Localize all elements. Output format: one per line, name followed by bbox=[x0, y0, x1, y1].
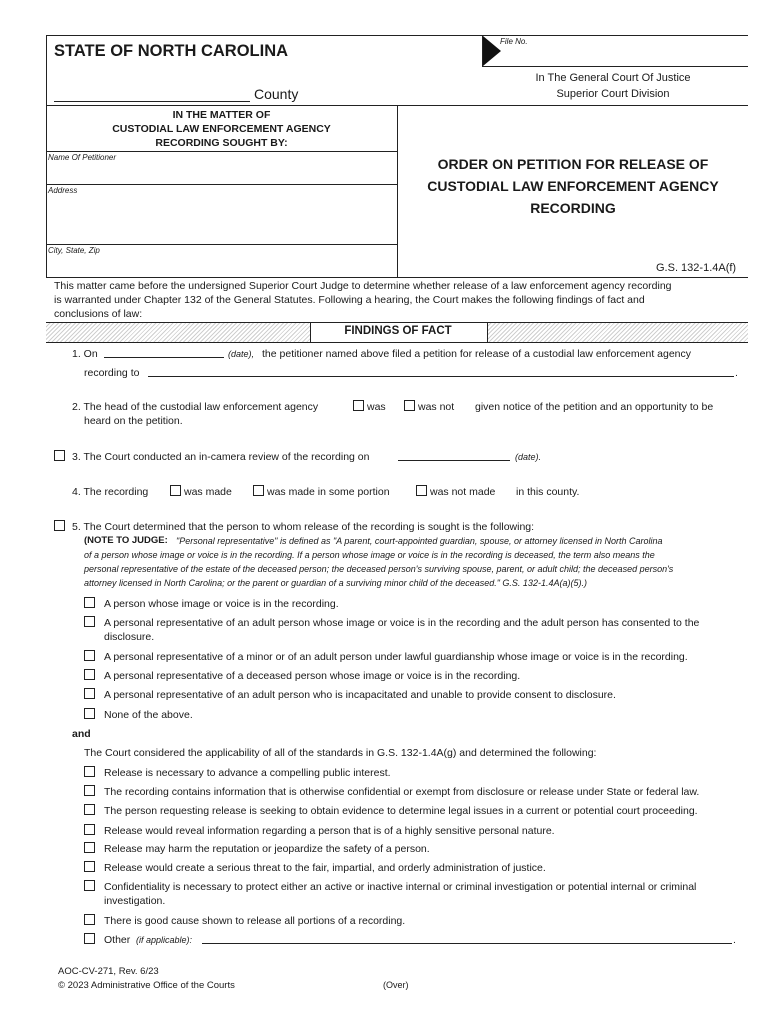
item2-wasnot-label: was not bbox=[418, 401, 455, 413]
address-field[interactable] bbox=[48, 196, 394, 242]
standard-option-checkbox[interactable] bbox=[84, 861, 95, 872]
city-state-zip-field[interactable] bbox=[48, 256, 394, 276]
intro-line-2: is warranted under Chapter 132 of the General Statutes. Following a hearing, the Court makes the following findings of fact and bbox=[54, 294, 645, 306]
item4-not-made-checkbox[interactable] bbox=[416, 485, 427, 496]
person-option-checkbox[interactable] bbox=[84, 708, 95, 719]
item3-date-field[interactable] bbox=[398, 449, 510, 461]
standard-option-label: The person requesting release is seeking to obtain evidence to determine legal issues in a current or potential court proceeding. bbox=[104, 805, 698, 817]
item1-text: the petitioner named above filed a petition for release of a custodial law enforcement agency bbox=[262, 348, 692, 360]
standard-option-label: There is good cause shown to release all portions of a recording. bbox=[104, 915, 406, 927]
file-no-field[interactable] bbox=[504, 46, 744, 64]
standard-option-checkbox[interactable] bbox=[84, 785, 95, 796]
person-option-label: None of the above. bbox=[104, 709, 193, 721]
item1-date-field[interactable] bbox=[104, 346, 224, 358]
person-option-checkbox[interactable] bbox=[84, 597, 95, 608]
other-label: Other bbox=[104, 934, 131, 946]
item4-made-label: was made bbox=[184, 486, 232, 498]
intro-line-1: This matter came before the undersigned Superior Court Judge to determine whether release of a law enforcement agency recording bbox=[54, 280, 672, 292]
standard-option-checkbox[interactable] bbox=[84, 880, 95, 891]
item2-tail: given notice of the petition and an opportunity to be bbox=[475, 401, 714, 413]
item3-checkbox[interactable] bbox=[54, 450, 65, 461]
standard-option-label: Release may harm the reputation or jeopardize the safety of a person. bbox=[104, 843, 430, 855]
standard-option-continuation: investigation. bbox=[104, 895, 166, 907]
item2-wasnot-checkbox[interactable] bbox=[404, 400, 415, 411]
item4-some-portion-checkbox[interactable] bbox=[253, 485, 264, 496]
item2-line2: heard on the petition. bbox=[84, 415, 183, 427]
item4-made-checkbox[interactable] bbox=[170, 485, 181, 496]
item4-not-made-label: was not made bbox=[430, 486, 496, 498]
item5-text: 5. The Court determined that the person to whom release of the recording is sought is the following: bbox=[72, 521, 535, 533]
other-checkbox[interactable] bbox=[84, 933, 95, 944]
title-line-1: ORDER ON PETITION FOR RELEASE OF bbox=[437, 156, 709, 172]
title-line-2: CUSTODIAL LAW ENFORCEMENT AGENCY bbox=[427, 178, 719, 194]
matter-line-1: IN THE MATTER OF bbox=[172, 109, 271, 121]
matter-line-3: RECORDING SOUGHT BY: bbox=[155, 137, 288, 149]
intro-line-3: conclusions of law: bbox=[54, 308, 143, 320]
other-hint: (if applicable): bbox=[136, 935, 193, 945]
item4-text: 4. The recording bbox=[72, 486, 149, 498]
person-option-label: A personal representative of a minor or of an adult person under lawful guardianship whose image or voice is in the recording. bbox=[104, 651, 688, 663]
person-option-label: A person whose image or voice is in the recording. bbox=[104, 598, 339, 610]
person-option-label: A personal representative of a deceased person whose image or voice is in the recording. bbox=[104, 670, 521, 682]
standard-option-label: The recording contains information that is otherwise confidential or exempt from disclosure or release under State or federal law. bbox=[104, 786, 700, 798]
standard-option-label: Release is necessary to advance a compelling public interest. bbox=[104, 767, 391, 779]
item2-text: 2. The head of the custodial law enforcement agency bbox=[72, 401, 319, 413]
standard-option-checkbox[interactable] bbox=[84, 824, 95, 835]
standard-option-checkbox[interactable] bbox=[84, 914, 95, 925]
standard-option-checkbox[interactable] bbox=[84, 766, 95, 777]
standard-option-checkbox[interactable] bbox=[84, 842, 95, 853]
other-period: . bbox=[733, 934, 736, 946]
and-label: and bbox=[72, 728, 91, 740]
address-label: Address bbox=[48, 186, 78, 195]
item1-date-hint: (date), bbox=[228, 349, 255, 359]
note-label: (NOTE TO JUDGE: bbox=[84, 535, 168, 546]
standard-option-label: Release would reveal information regarding a person that is of a highly sensitive personal nature. bbox=[104, 825, 555, 837]
findings-heading: FINDINGS OF FACT bbox=[344, 325, 452, 337]
item5-checkbox[interactable] bbox=[54, 520, 65, 531]
city-state-zip-label: City, State, Zip bbox=[48, 246, 100, 255]
other-field[interactable] bbox=[202, 932, 732, 944]
copyright: © 2023 Administrative Office of the Courts bbox=[58, 980, 235, 991]
petitioner-name-field[interactable] bbox=[48, 163, 394, 183]
person-option-label: A personal representative of an adult person whose image or voice is in the recording and the adult person has consented to the bbox=[104, 617, 700, 629]
standards-intro: The Court considered the applicability of all of the standards in G.S. 132-1.4A(g) and determined the following: bbox=[84, 747, 597, 759]
person-option-checkbox[interactable] bbox=[84, 616, 95, 627]
file-no-label: File No. bbox=[500, 37, 528, 46]
petitioner-label: Name Of Petitioner bbox=[48, 153, 117, 162]
standard-option-label: Release would create a serious threat to the fair, impartial, and orderly administration of justice. bbox=[104, 862, 546, 874]
person-option-checkbox[interactable] bbox=[84, 650, 95, 661]
note-line-2: of a person whose image or voice is in the recording. If a person whose image or voice is in the recording is deceased, the term also means the bbox=[84, 550, 655, 560]
form-number: AOC-CV-271, Rev. 6/23 bbox=[58, 966, 159, 977]
item2-was-label: was bbox=[367, 401, 386, 413]
item4-some-portion-label: was made in some portion bbox=[267, 486, 390, 498]
item3-text: 3. The Court conducted an in-camera review of the recording on bbox=[72, 451, 370, 463]
county-field[interactable] bbox=[54, 86, 250, 101]
note-line-4: attorney licensed in North Carolina; or the parent or guardian of a surviving minor child of the deceased." G.S. 132-1.4A(a)(5).) bbox=[84, 578, 587, 588]
over-label: (Over) bbox=[383, 980, 409, 990]
item2-was-checkbox[interactable] bbox=[353, 400, 364, 411]
person-option-checkbox[interactable] bbox=[84, 669, 95, 680]
item3-date-hint: (date). bbox=[515, 452, 542, 462]
item1-line2: recording to bbox=[84, 367, 140, 379]
note-line-3: personal representative of the estate of the deceased person; the deceased person's surviving spouse, parent, or adult child; the deceased person's bbox=[84, 564, 674, 574]
matter-line-2: CUSTODIAL LAW ENFORCEMENT AGENCY bbox=[112, 123, 331, 135]
person-option-label: A personal representative of an adult person who is incapacitated and unable to provide consent to disclosure. bbox=[104, 689, 616, 701]
statute-ref: G.S. 132-1.4A(f) bbox=[656, 262, 737, 274]
court-line-2: Superior Court Division bbox=[556, 88, 670, 100]
county-label: County bbox=[254, 86, 299, 102]
item1-recording-to-field[interactable] bbox=[148, 365, 734, 377]
court-line-1: In The General Court Of Justice bbox=[535, 72, 691, 84]
note-line-1: "Personal representative" is defined as "A parent, court-appointed guardian, spouse, or attorney licensed in North Carolina bbox=[176, 536, 663, 546]
item1-num: 1. On bbox=[72, 348, 98, 360]
item1-period: . bbox=[735, 367, 738, 379]
person-option-checkbox[interactable] bbox=[84, 688, 95, 699]
standard-option-label: Confidentiality is necessary to protect either an active or inactive internal or criminal investigation or potential internal or criminal bbox=[104, 881, 697, 893]
item4-tail: in this county. bbox=[516, 486, 580, 498]
title-line-3: RECORDING bbox=[530, 200, 616, 216]
state-title: STATE OF NORTH CAROLINA bbox=[54, 42, 289, 60]
standard-option-checkbox[interactable] bbox=[84, 804, 95, 815]
person-option-continuation: disclosure. bbox=[104, 631, 155, 643]
